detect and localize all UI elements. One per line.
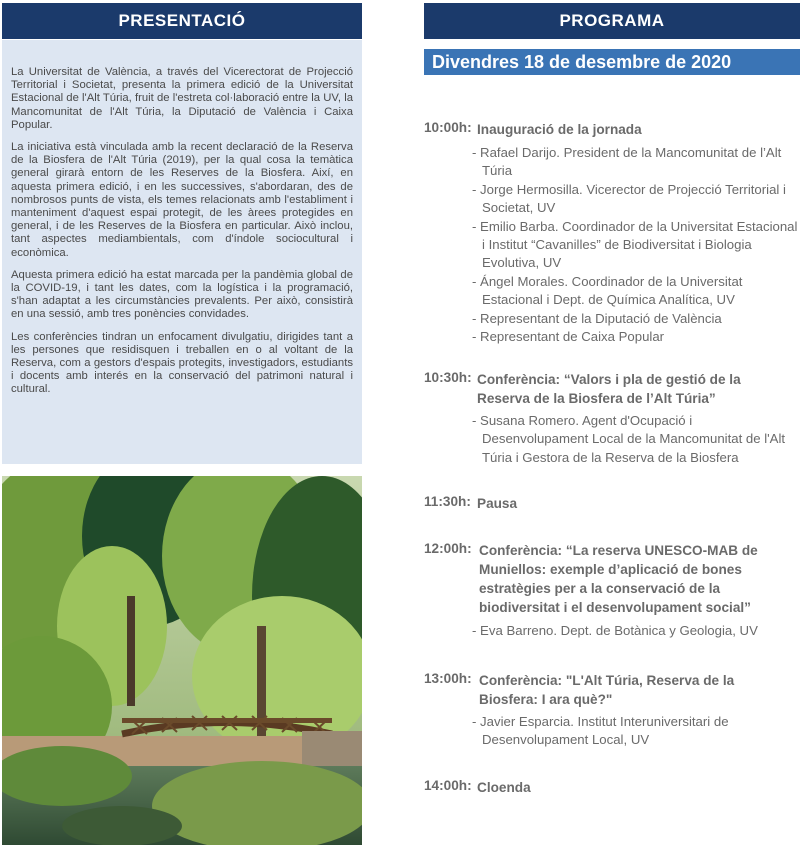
event-time: 12:00h: xyxy=(424,541,472,556)
event-time: 10:30h: xyxy=(424,370,472,385)
speaker-item: - Representant de Caixa Popular xyxy=(472,329,665,345)
event-title: Conferència: “Valors i pla de gestió de la Reserva de la Biosfera de l’Alt Túria” xyxy=(477,372,741,406)
speaker-item: - Ángel Morales. Coordinador de la Universitat Estacional i Dept. de Química Analítica, UV xyxy=(472,273,743,308)
event-title: Inauguració de la jornada xyxy=(477,122,642,137)
speaker-item: - Representant de la Diputació de València xyxy=(472,310,722,326)
forest-bridge-illustration xyxy=(2,476,362,845)
presentacio-paragraph: Aquesta primera edició ha estat marcada per la pandèmia global de la COVID-19, i tant les dates, com la logística i la programació, s'han adaptat a les circumstàncies prevalents. Per això, consistirà en una sessió, amb tres ponències convidades. xyxy=(11,268,353,321)
event-speakers xyxy=(472,713,800,750)
event-date-bar: Divendres 18 de desembre de 2020 xyxy=(424,49,800,75)
presentacio-paragraph: Les conferències tindran un enfocament divulgatiu, dirigides tant a les persones que residisquen i treballen en o al voltant de la Reserva, com a gestors d'espais protegits, investigadors, estudiants i docents amb interés en la conservació del patrimoni natural i cultural. xyxy=(11,330,353,396)
presentacio-panel xyxy=(2,40,362,464)
speaker-item: - Susana Romero. Agent d'Ocupació i Desenvolupament Local de la Mancomunitat de l'Alt Túria i Gestora de la Reserva de la Biosfera xyxy=(472,413,786,465)
event-speakers xyxy=(472,144,800,346)
event-title: Conferència: “La reserva UNESCO-MAB de Muniellos: exemple d’aplicació de bones estratègies per a la conservació de la biodiversitat i el desenvolupament social” xyxy=(479,543,758,615)
event-speakers xyxy=(472,622,800,640)
event-title: Conferència: "L'Alt Túria, Reserva de la Biosfera: I ara què?" xyxy=(479,673,735,707)
presentacio-paragraph: La iniciativa està vinculada amb la recent declaració de la Reserva de la Biosfera de l'Alt Túria (2019), per la qual cosa la temàtica general girarà entorn de les Reserves de la Biosfera. Així, en aquesta primera edició, i en les successives, s'abordaran, des de nombrosos punts de vista, els temes relacionats amb l'establiment i manteniment d'aquest espai protegit, de les àrees protegides en general, i de les Reserves de la Biosfera en particular. Això inclou, tant aspectes mediambientals, com d'índole sociocultural i econòmica. xyxy=(11,141,353,259)
event-speakers xyxy=(472,412,800,467)
speaker-item: - Eva Barreno. Dept. de Botànica y Geologia, UV xyxy=(472,623,758,638)
event-time: 14:00h: xyxy=(424,778,472,793)
forest-bridge-photo xyxy=(2,476,362,845)
speaker-item: - Javier Esparcia. Institut Interuniversitari de Desenvolupament Local, UV xyxy=(472,714,729,748)
event-time: 10:00h: xyxy=(424,120,472,135)
presentacio-paragraph: La Universitat de València, a través del Vicerectorat de Projecció Territorial i Societat, presenta la primera edició de la Universitat Estacional de l'Alt Túria, fruit de l'estreta col·laboració entre la UV, la Mancomunitat de l'Alt Túria, la Diputació de València i Caixa Popular. xyxy=(11,66,353,131)
speaker-item: - Emilio Barba. Coordinador de la Universitat Estacional i Institut “Cavanilles” de Biodiversitat i Biologia Evolutiva, UV xyxy=(472,218,798,271)
event-time: 13:00h: xyxy=(424,671,472,686)
speaker-item: - Jorge Hermosilla. Vicerector de Projecció Territorial i Societat, UV xyxy=(472,181,786,216)
event-title: Cloenda xyxy=(477,780,531,795)
event-time: 11:30h: xyxy=(424,494,471,509)
event-title: Pausa xyxy=(477,496,518,511)
programa-header: PROGRAMA xyxy=(424,3,800,39)
presentacio-header: PRESENTACIÓ xyxy=(2,3,362,39)
speaker-item: - Rafael Darijo. President de la Mancomunitat de l’Alt Túria xyxy=(472,145,782,179)
